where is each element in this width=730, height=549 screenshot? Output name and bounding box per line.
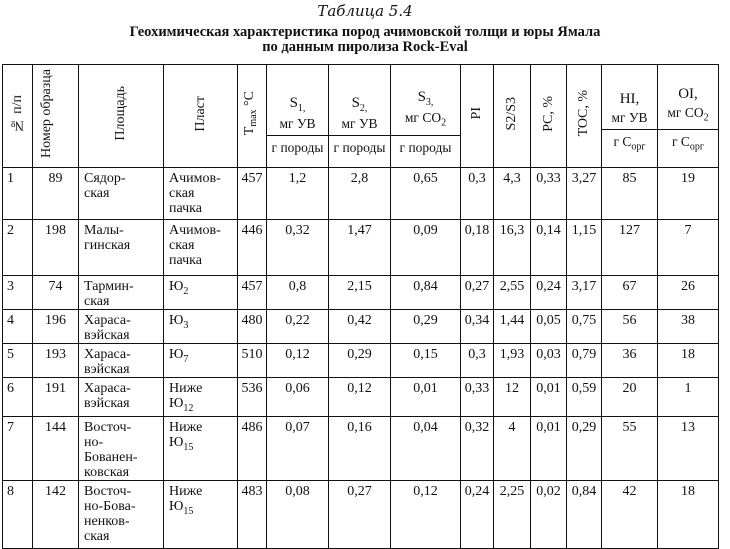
- cell-toc: 3,17: [567, 276, 602, 310]
- cell-toc: 0,29: [567, 416, 602, 480]
- cell-s2s3: 1,44: [494, 310, 531, 344]
- cell-toc: 1,15: [567, 220, 602, 276]
- table-row: [3, 276, 719, 310]
- cell-tmax: 480: [238, 310, 267, 344]
- cell-hi: 55: [602, 416, 658, 480]
- cell-toc: 0,79: [567, 344, 602, 378]
- cell-s2: 0,16: [329, 416, 391, 480]
- cell-sample: 196: [33, 310, 79, 344]
- cell-oi: 38: [658, 310, 719, 344]
- cell-n: 3: [3, 276, 33, 310]
- table-row: [3, 416, 719, 480]
- cell-layer: [164, 378, 238, 417]
- cell-s3: 0,04: [391, 416, 461, 480]
- header-tmax: $T_{max}$ °C: [238, 65, 267, 168]
- geochem-table: [2, 64, 719, 549]
- cell-pi: 0,34: [461, 310, 494, 344]
- cell-area: Восточ- но- Бованен- ковская: [79, 416, 164, 480]
- cell-layer: [164, 480, 238, 548]
- cell-oi: 7: [658, 220, 719, 276]
- title-line-2: по данным пиролиза Rock-Eval: [262, 39, 468, 55]
- cell-area: Малы- гинская: [79, 220, 164, 276]
- cell-layer: Ачимов- ская пачка: [164, 220, 238, 276]
- cell-oi: 26: [658, 276, 719, 310]
- cell-layer: Ачимов- ская пачка: [164, 168, 238, 220]
- cell-s3: 0,15: [391, 344, 461, 378]
- cell-s3: 0,01: [391, 378, 461, 417]
- cell-hi: 42: [602, 480, 658, 548]
- cell-pi: 0,3: [461, 344, 494, 378]
- layer-subscript: 15: [183, 505, 194, 517]
- cell-pi: 0,24: [461, 480, 494, 548]
- layer-index: Ю: [169, 347, 184, 362]
- cell-sample: 89: [33, 168, 79, 220]
- layer-prefix: Ниже: [169, 483, 203, 499]
- cell-pc: 0,14: [531, 220, 567, 276]
- header-s2: $S_{2,}$ мг УВ г породы: [329, 65, 391, 168]
- layer-subscript: 15: [183, 441, 194, 453]
- title-line-1: Геохимическая характеристика пород ачимовской толщи и юры Ямала: [129, 24, 601, 40]
- layer-index: Ю: [169, 434, 184, 450]
- header-pi: PI: [461, 65, 494, 168]
- cell-s2: 2,15: [329, 276, 391, 310]
- cell-oi: 19: [658, 168, 719, 220]
- layer-subscript: 2: [183, 285, 189, 297]
- layer-subscript: 7: [183, 353, 189, 365]
- cell-oi: 18: [658, 480, 719, 548]
- cell-toc: 0,84: [567, 480, 602, 548]
- cell-s1: 0,12: [267, 344, 329, 378]
- cell-layer: [164, 344, 238, 378]
- cell-area: Тармин- ская: [79, 276, 164, 310]
- header-area: Площадь: [79, 65, 164, 168]
- cell-sample: 142: [33, 480, 79, 548]
- cell-pc: 0,01: [531, 416, 567, 480]
- cell-s1: 0,06: [267, 378, 329, 417]
- cell-n: 1: [3, 168, 33, 220]
- cell-pc: 0,05: [531, 310, 567, 344]
- cell-s2: 1,47: [329, 220, 391, 276]
- cell-layer: [164, 416, 238, 480]
- cell-pi: 0,18: [461, 220, 494, 276]
- header-oi: OI, мг $CO_2$ г $C_{орг}$: [658, 65, 719, 168]
- cell-pc: 0,33: [531, 168, 567, 220]
- cell-oi: 13: [658, 416, 719, 480]
- cell-n: 6: [3, 378, 33, 417]
- cell-s1: 1,2: [267, 168, 329, 220]
- cell-s3: 0,84: [391, 276, 461, 310]
- cell-tmax: 486: [238, 416, 267, 480]
- cell-pc: 0,01: [531, 378, 567, 417]
- cell-pc: 0,24: [531, 276, 567, 310]
- header-n: № п/п: [3, 65, 33, 168]
- cell-sample: 74: [33, 276, 79, 310]
- cell-toc: 0,59: [567, 378, 602, 417]
- cell-s2s3: 16,3: [494, 220, 531, 276]
- cell-area: Сядор- ская: [79, 168, 164, 220]
- header-layer: Пласт: [164, 65, 238, 168]
- table-row: [3, 168, 719, 220]
- cell-pi: 0,33: [461, 378, 494, 417]
- cell-toc: 3,27: [567, 168, 602, 220]
- cell-s3: 0,65: [391, 168, 461, 220]
- cell-area: Хараса- вэйская: [79, 310, 164, 344]
- cell-n: 5: [3, 344, 33, 378]
- table-row: [3, 344, 719, 378]
- cell-n: 4: [3, 310, 33, 344]
- cell-tmax: 483: [238, 480, 267, 548]
- cell-s1: 0,07: [267, 416, 329, 480]
- cell-tmax: 446: [238, 220, 267, 276]
- table-row: [3, 220, 719, 276]
- cell-s2s3: 4: [494, 416, 531, 480]
- cell-hi: 36: [602, 344, 658, 378]
- layer-subscript: 12: [183, 402, 194, 414]
- cell-hi: 56: [602, 310, 658, 344]
- table-row: [3, 310, 719, 344]
- cell-s2: 0,29: [329, 344, 391, 378]
- cell-sample: 191: [33, 378, 79, 417]
- cell-area: Хараса- вэйская: [79, 378, 164, 417]
- header-sample: Номер образца: [33, 65, 79, 168]
- cell-s1: 0,32: [267, 220, 329, 276]
- cell-s2: 0,12: [329, 378, 391, 417]
- cell-hi: 20: [602, 378, 658, 417]
- cell-layer: [164, 310, 238, 344]
- header-s1: $S_{1,}$ мг УВ г породы: [267, 65, 329, 168]
- header-hi: HI, мг УВ г $C_{орг}$: [602, 65, 658, 168]
- table-row: [3, 378, 719, 417]
- cell-pi: 0,32: [461, 416, 494, 480]
- cell-pi: 0,27: [461, 276, 494, 310]
- cell-hi: 85: [602, 168, 658, 220]
- cell-tmax: 536: [238, 378, 267, 417]
- layer-index: Ю: [169, 279, 184, 294]
- cell-sample: 144: [33, 416, 79, 480]
- cell-pc: 0,02: [531, 480, 567, 548]
- header-pc: PC, %: [531, 65, 567, 168]
- layer-subscript: 3: [183, 319, 189, 331]
- cell-s1: 0,22: [267, 310, 329, 344]
- cell-pi: 0,3: [461, 168, 494, 220]
- layer-index: Ю: [169, 396, 184, 411]
- cell-hi: 67: [602, 276, 658, 310]
- layer-index: Ю: [169, 498, 184, 514]
- cell-toc: 0,75: [567, 310, 602, 344]
- cell-n: 8: [3, 480, 33, 548]
- cell-hi: 127: [602, 220, 658, 276]
- cell-s1: 0,8: [267, 276, 329, 310]
- table-caption: Таблица 5.4: [317, 2, 413, 20]
- cell-s3: 0,29: [391, 310, 461, 344]
- cell-tmax: 457: [238, 168, 267, 220]
- cell-n: 7: [3, 416, 33, 480]
- header-toc: TOC, %: [567, 65, 602, 168]
- cell-area: Хараса- вэйская: [79, 344, 164, 378]
- header-s2s3: S2/S3: [494, 65, 531, 168]
- cell-sample: 193: [33, 344, 79, 378]
- cell-sample: 198: [33, 220, 79, 276]
- cell-tmax: 457: [238, 276, 267, 310]
- cell-tmax: 510: [238, 344, 267, 378]
- cell-area: Восточ- но-Бова- ненков- ская: [79, 480, 164, 548]
- cell-n: 2: [3, 220, 33, 276]
- cell-oi: 1: [658, 378, 719, 417]
- layer-prefix: Ниже: [169, 381, 203, 396]
- cell-s2s3: 1,93: [494, 344, 531, 378]
- table-title: [0, 25, 730, 55]
- cell-s2s3: 2,55: [494, 276, 531, 310]
- cell-s3: 0,12: [391, 480, 461, 548]
- cell-oi: 18: [658, 344, 719, 378]
- cell-s2s3: 2,25: [494, 480, 531, 548]
- header-s3: $S_{3,}$ мг $CO_2$ г породы: [391, 65, 461, 168]
- cell-s2: 0,27: [329, 480, 391, 548]
- table-row: [3, 480, 719, 548]
- cell-s3: 0,09: [391, 220, 461, 276]
- cell-pc: 0,03: [531, 344, 567, 378]
- cell-s1: 0,08: [267, 480, 329, 548]
- cell-s2s3: 4,3: [494, 168, 531, 220]
- layer-index: Ю: [169, 313, 184, 328]
- layer-prefix: Ниже: [169, 419, 203, 435]
- cell-s2s3: 12: [494, 378, 531, 417]
- cell-layer: [164, 276, 238, 310]
- cell-s2: 2,8: [329, 168, 391, 220]
- cell-s2: 0,42: [329, 310, 391, 344]
